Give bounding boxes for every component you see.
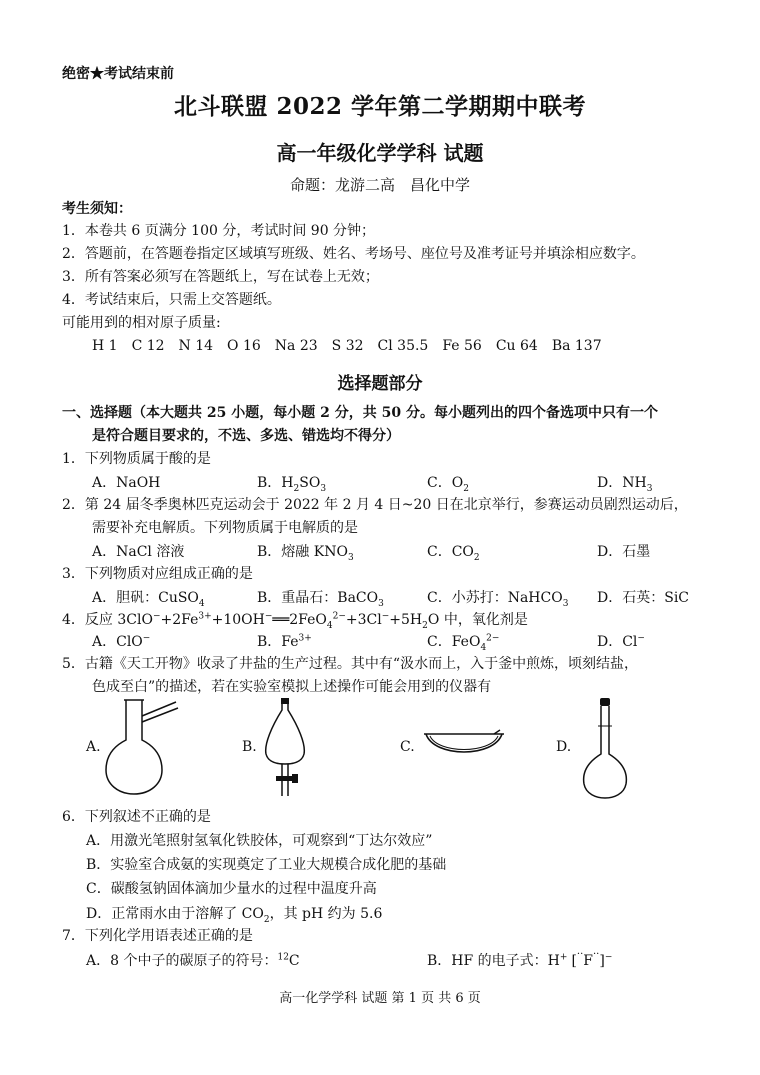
flask-with-side-arm-icon	[104, 698, 180, 796]
exam-author: 命题：龙游二高 昌化中学	[289, 176, 470, 194]
q2-option-d: D．石墨	[597, 544, 651, 560]
q1-option-a: A．NaOH	[92, 475, 161, 491]
q6-stem: 6．下列叙述不正确的是	[62, 809, 211, 825]
q4-stem: 4．反应 $3ClO^-+2Fe^{3+}+10OH^-══2FeO_4^{2-}+3Cl^-+5H_2O$ 中，氧化剂是	[62, 611, 528, 631]
q7-option-a: A．8 个中子的碳原子的符号：$^{12}$C	[86, 952, 300, 969]
q7-option-b: B．HF 的电子式：H+ [··F··]−	[427, 949, 613, 969]
page-footer: 高一化学学科 试题 第 1 页 共 6 页	[279, 991, 481, 1006]
q6-option-d: D．正常雨水由于溶解了 $CO_2$，其 pH 约为 5.6	[86, 906, 383, 925]
q5-stem-1: 5．古籍《天工开物》收录了井盐的生产过程。其中有“汲水而上，入于釜中煎炼，顷刻结盐，	[62, 656, 639, 672]
q6-option-c: C．碳酸氢钠固体滴加少量水的过程中温度升高	[86, 881, 377, 897]
q4-option-a: A．ClO−	[92, 633, 151, 650]
notice-heading: 考生须知：	[62, 201, 132, 217]
section-title: 选择题部分	[337, 374, 423, 394]
secret-mark: 绝密★考试结束前	[62, 66, 174, 82]
q5-stem-2: 色成至白”的描述，若在实验室模拟上述操作可能会用到的仪器有	[92, 679, 492, 695]
q5-option-d-label: D.	[556, 739, 572, 755]
part1-instruction-1: 一、选择题（本大题共 25 小题，每小题 2 分，共 50 分。每小题列出的四个备选项中只有一个	[62, 405, 658, 421]
mass-label: 可能用到的相对原子质量:	[62, 315, 221, 331]
atomic-masses: H 1 C 12 N 14 O 16 Na 23 S 32 Cl 35.5 Fe 56 Cu 64 Ba 137	[92, 338, 602, 354]
notice-item-4: 4．考试结束后，只需上交答题纸。	[62, 292, 281, 308]
q2-stem-2: 需要补充电解质。下列物质属于电解质的是	[92, 520, 358, 536]
q1-option-d: D．$NH_3$	[597, 475, 653, 494]
q5-option-b-label: B.	[242, 739, 257, 755]
q3-option-d: D．石英：SiC	[597, 590, 690, 606]
separatory-funnel-icon	[262, 696, 308, 800]
q3-option-a: A．胆矾：CuSO$_4$	[92, 590, 205, 609]
q5-option-c-label: C.	[400, 739, 415, 755]
q3-stem: 3．下列物质对应组成正确的是	[62, 566, 253, 582]
q7-stem: 7．下列化学用语表述正确的是	[62, 928, 253, 944]
q2-option-a: A．NaCl 溶液	[92, 544, 185, 560]
q3-option-c: C．小苏打：NaHCO$_3$	[427, 590, 569, 609]
q5-option-a-label: A.	[86, 739, 101, 755]
exam-title: 北斗联盟 2022 学年第二学期期中联考	[173, 93, 587, 120]
evaporating-dish-icon	[424, 728, 504, 762]
notice-item-1: 1．本卷共 6 页满分 100 分，考试时间 90 分钟；	[62, 223, 376, 239]
q1-stem: 1．下列物质属于酸的是	[62, 451, 211, 467]
q1-option-c: C．$O_2$	[427, 475, 469, 494]
q6-option-b: B．实验室合成氨的实现奠定了工业大规模合成化肥的基础	[86, 857, 447, 873]
q2-option-b: B．熔融 $KNO_3$	[257, 544, 354, 563]
q4-option-d: D．Cl−	[597, 633, 645, 650]
q4-option-c: C．FeO$_4^{2-}$	[427, 633, 500, 653]
volumetric-flask-icon	[580, 696, 630, 800]
q1-option-b: B．$H_2SO_3$	[257, 475, 327, 494]
notice-item-2: 2．答题前，在答题卷指定区域填写班级、姓名、考场号、座位号及准考证号并填涂相应数字。	[62, 246, 645, 262]
q4-option-b: B．$Fe^{3+}$	[257, 633, 312, 650]
part1-instruction-2: 是符合题目要求的，不选、多选、错选均不得分）	[92, 428, 400, 444]
q6-option-a: A．用激光笔照射氢氧化铁胶体，可观察到“丁达尔效应”	[86, 833, 433, 849]
q3-option-b: B．重晶石：BaCO$_3$	[257, 590, 384, 609]
exam-subtitle: 高一年级化学学科 试题	[276, 141, 484, 165]
q2-option-c: C．$CO_2$	[427, 544, 480, 563]
q2-stem-1: 2．第 24 届冬季奥林匹克运动会于 2022 年 2 月 4 日~20 日在北京举行，参赛运动员剧烈运动后，	[62, 497, 688, 513]
notice-item-3: 3．所有答案必须写在答题纸上，写在试卷上无效；	[62, 269, 379, 285]
